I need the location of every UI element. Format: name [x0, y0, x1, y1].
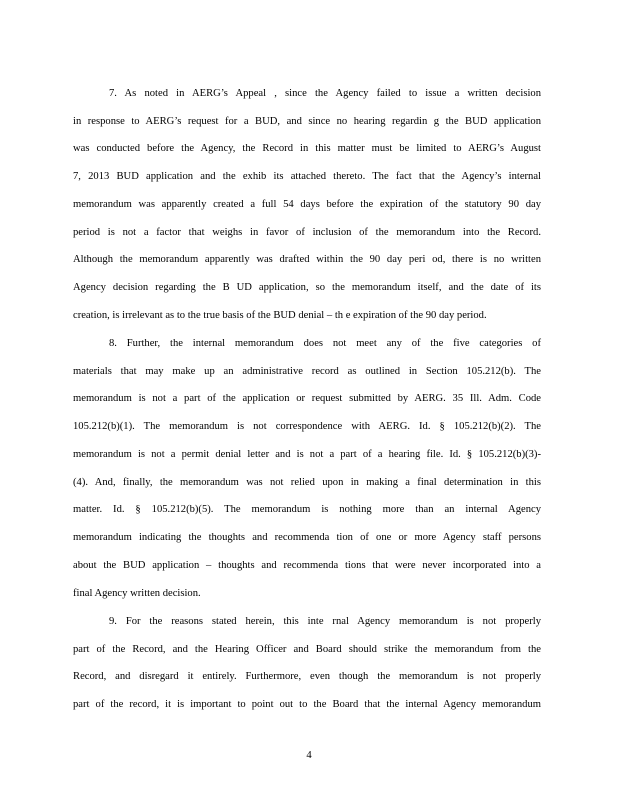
- paragraph-9-line-3: Record, and disregard it entirely. Furthermore, even though the memorandum is not properly: [73, 671, 541, 682]
- paragraph-7-line-8: Agency decision regarding the B UD application, so the memorandum itself, and the date of its: [73, 282, 541, 293]
- paragraph-8-line-3: memorandum is not a part of the application or request submitted by AERG. 35 Ill. Adm. Code: [73, 393, 541, 404]
- paragraph-7-line-1: 7. As noted in AERG’s Appeal , since the Agency failed to issue a written decision: [109, 88, 541, 99]
- paragraph-7-line-7: Although the memorandum apparently was drafted within the 90 day peri od, there is no written: [73, 254, 541, 265]
- paragraph-8-line-5: memorandum is not a permit denial letter and is not a part of a hearing file. Id. § 105.212(b)(3)-: [73, 449, 541, 460]
- paragraph-8-line-10: final Agency written decision.: [73, 588, 201, 599]
- paragraph-8-line-2: materials that may make up an administrative record as outlined in Section 105.212(b). The: [73, 366, 541, 377]
- paragraph-9-line-1: 9. For the reasons stated herein, this inte rnal Agency memorandum is not properly: [109, 616, 541, 627]
- paragraph-7-line-9: creation, is irrelevant as to the true basis of the BUD denial – th e expiration of the 90 day period.: [73, 310, 487, 321]
- paragraph-7-line-6: period is not a factor that weighs in favor of inclusion of the memorandum into the Record.: [73, 227, 541, 238]
- paragraph-9-line-4: part of the record, it is important to point out to the Board that the internal Agency memorandum: [73, 699, 541, 710]
- paragraph-9-line-2: part of the Record, and the Hearing Officer and Board should strike the memorandum from the: [73, 644, 541, 655]
- paragraph-7-line-4: 7, 2013 BUD application and the exhib its attached thereto. The fact that the Agency’s internal: [73, 171, 541, 182]
- paragraph-8-line-1: 8. Further, the internal memorandum does not meet any of the five categories of: [109, 338, 541, 349]
- page-number: 4: [306, 750, 312, 761]
- paragraph-7-line-5: memorandum was apparently created a full 54 days before the expiration of the statutory 90 day: [73, 199, 541, 210]
- paragraph-7-line-2: in response to AERG’s request for a BUD, and since no hearing regardin g the BUD application: [73, 116, 541, 127]
- paragraph-8-line-6: (4). And, finally, the memorandum was not relied upon in making a final determination in this: [73, 477, 541, 488]
- paragraph-8-line-8: memorandum indicating the thoughts and recommenda tion of one or more Agency staff persons: [73, 532, 541, 543]
- paragraph-8-line-7: matter. Id. § 105.212(b)(5). The memorandum is nothing more than an internal Agency: [73, 504, 541, 515]
- paragraph-7-line-3: was conducted before the Agency, the Record in this matter must be limited to AERG’s August: [73, 143, 541, 154]
- paragraph-8-line-9: about the BUD application – thoughts and recommenda tions that were never incorporated into a: [73, 560, 541, 571]
- paragraph-8-line-4: 105.212(b)(1). The memorandum is not correspondence with AERG. Id. § 105.212(b)(2). The: [73, 421, 541, 432]
